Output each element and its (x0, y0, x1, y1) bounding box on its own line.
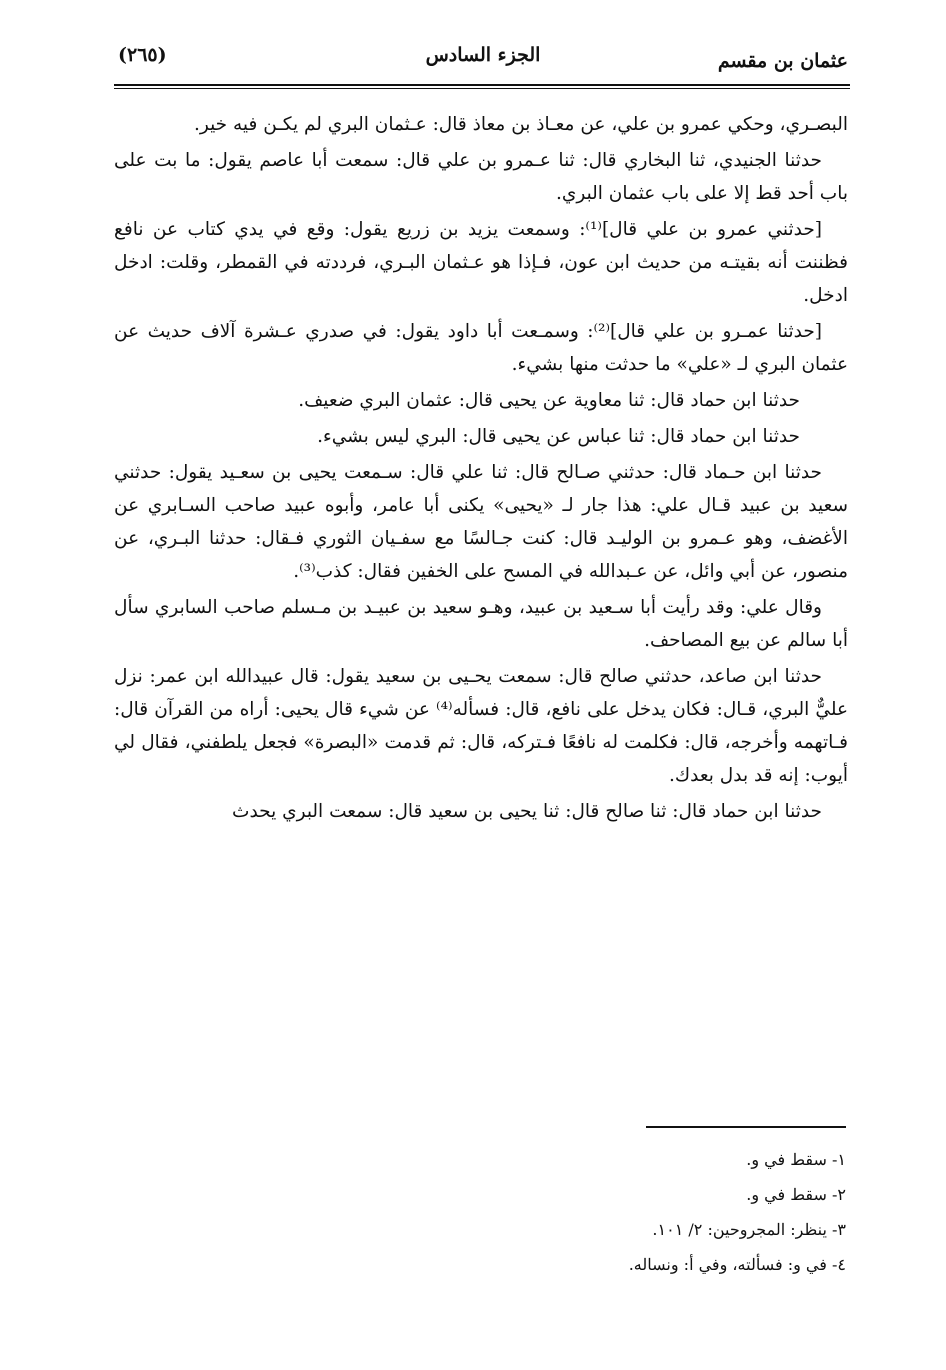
footnote-2: ٢- سقط في و. (746, 1185, 846, 1204)
header-divider (114, 84, 850, 89)
paragraph: حدثنا ابن حماد قال: ثنا معاوية عن يحيى قال: عثمان البري ضعيف. (298, 390, 800, 411)
running-header (118, 40, 848, 80)
paragraph: حدثنا ابن حماد قال: ثنا صالح قال: ثنا يحيى بن سعيد قال: سمعت البري يحدث (232, 801, 822, 822)
footnote-3: ٣- ينظر: المجروحين: ٢/ ١٠١. (652, 1220, 846, 1239)
volume-title: الجزء السادس (425, 44, 541, 66)
footnote-4: ٤- في و: فسألته، وفي أ: ونساله. (628, 1255, 846, 1274)
paragraph: حدثنا الجنيدي، ثنا البخاري قال: ثنا عـمرو بن علي قال: سمعت أبا عاصم يقول: ما بت على باب أحد قط إلا على باب عثمان البري. (114, 150, 848, 204)
paragraph: حدثنا ابن حـماد قال: حدثني صـالح قال: ثنا علي قال: سـمعت يحيى بن سعـيد يقول: حدثني سعيد بن عبيد قـال علي: هذا جار لـ «يحيى» يكنى أبا عامر، وأبوه عبيد صاحب السـابري عن الأغضف، وهو عـمرو بن الوليـد قال: كنت جـالسًا مع سفـيان الثوري فـقال: حدثنا البـري، عن منصور، عن أبي وائل، عن عـبدالله في المسح على الخفين فقال: كذب⁽³⁾. (114, 462, 848, 582)
footnote-divider (646, 1126, 846, 1128)
main-text (114, 108, 848, 831)
paragraph: [حدثنا عمـرو بن علي قال]⁽²⁾: وسمـعت أبا داود يقول: في صدري عـشرة آلاف حديث عن عثمان البري لـ «علي» ما حدثت منها بشيء. (114, 321, 848, 375)
section-title: عثمان بن مقسم (717, 50, 848, 72)
footnotes (246, 1142, 846, 1282)
page-number: (٢٦٥) (118, 44, 167, 66)
paragraph: حدثنا ابن حماد قال: ثنا عباس عن يحيى قال: البري ليس بشيء. (317, 426, 800, 447)
paragraph: [حدثني عمرو بن علي قال]⁽¹⁾: وسمعت يزيد بن زريع يقول: وقع في يدي كتاب عن نافع فظننت أنه بقيتـه من حديث ابن عون، فـإذا هو عـثمان البـري، فرددته في القمطر، وقلت: ادخل ادخل. (114, 219, 848, 306)
paragraph: حدثنا ابن صاعد، حدثني صالح قال: سمعت يحـيى بن سعيد يقول: قال عبيدالله ابن عمر: نزل عليٌّ البري، قـال: فكان يدخل على نافع، قال: فسأله⁽⁴⁾ عن شيء قال يحيى: أراه من القرآن قال: فـاتهمه وأخرجه، قال: فكلمت له نافعًا فـتركه، قال: ثم قدمت «البصرة» فجعل يلطفني، فقال لي أيوب: إنه قد بدل بعدك. (114, 666, 849, 786)
footnote-1: ١- سقط في و. (746, 1150, 846, 1169)
paragraph: وقال علي: وقد رأيت أبا سـعيد بن عبيد، وهـو سعيد بن عبيـد بن مـسلم صاحب السابري سأل أبا سالم عن بيع المصاحف. (114, 597, 848, 651)
paragraph: البصـري، وحكي عمرو بن علي، عن معـاذ بن معاذ قال: عـثمان البري لم يكـن فيه خير. (194, 114, 848, 135)
